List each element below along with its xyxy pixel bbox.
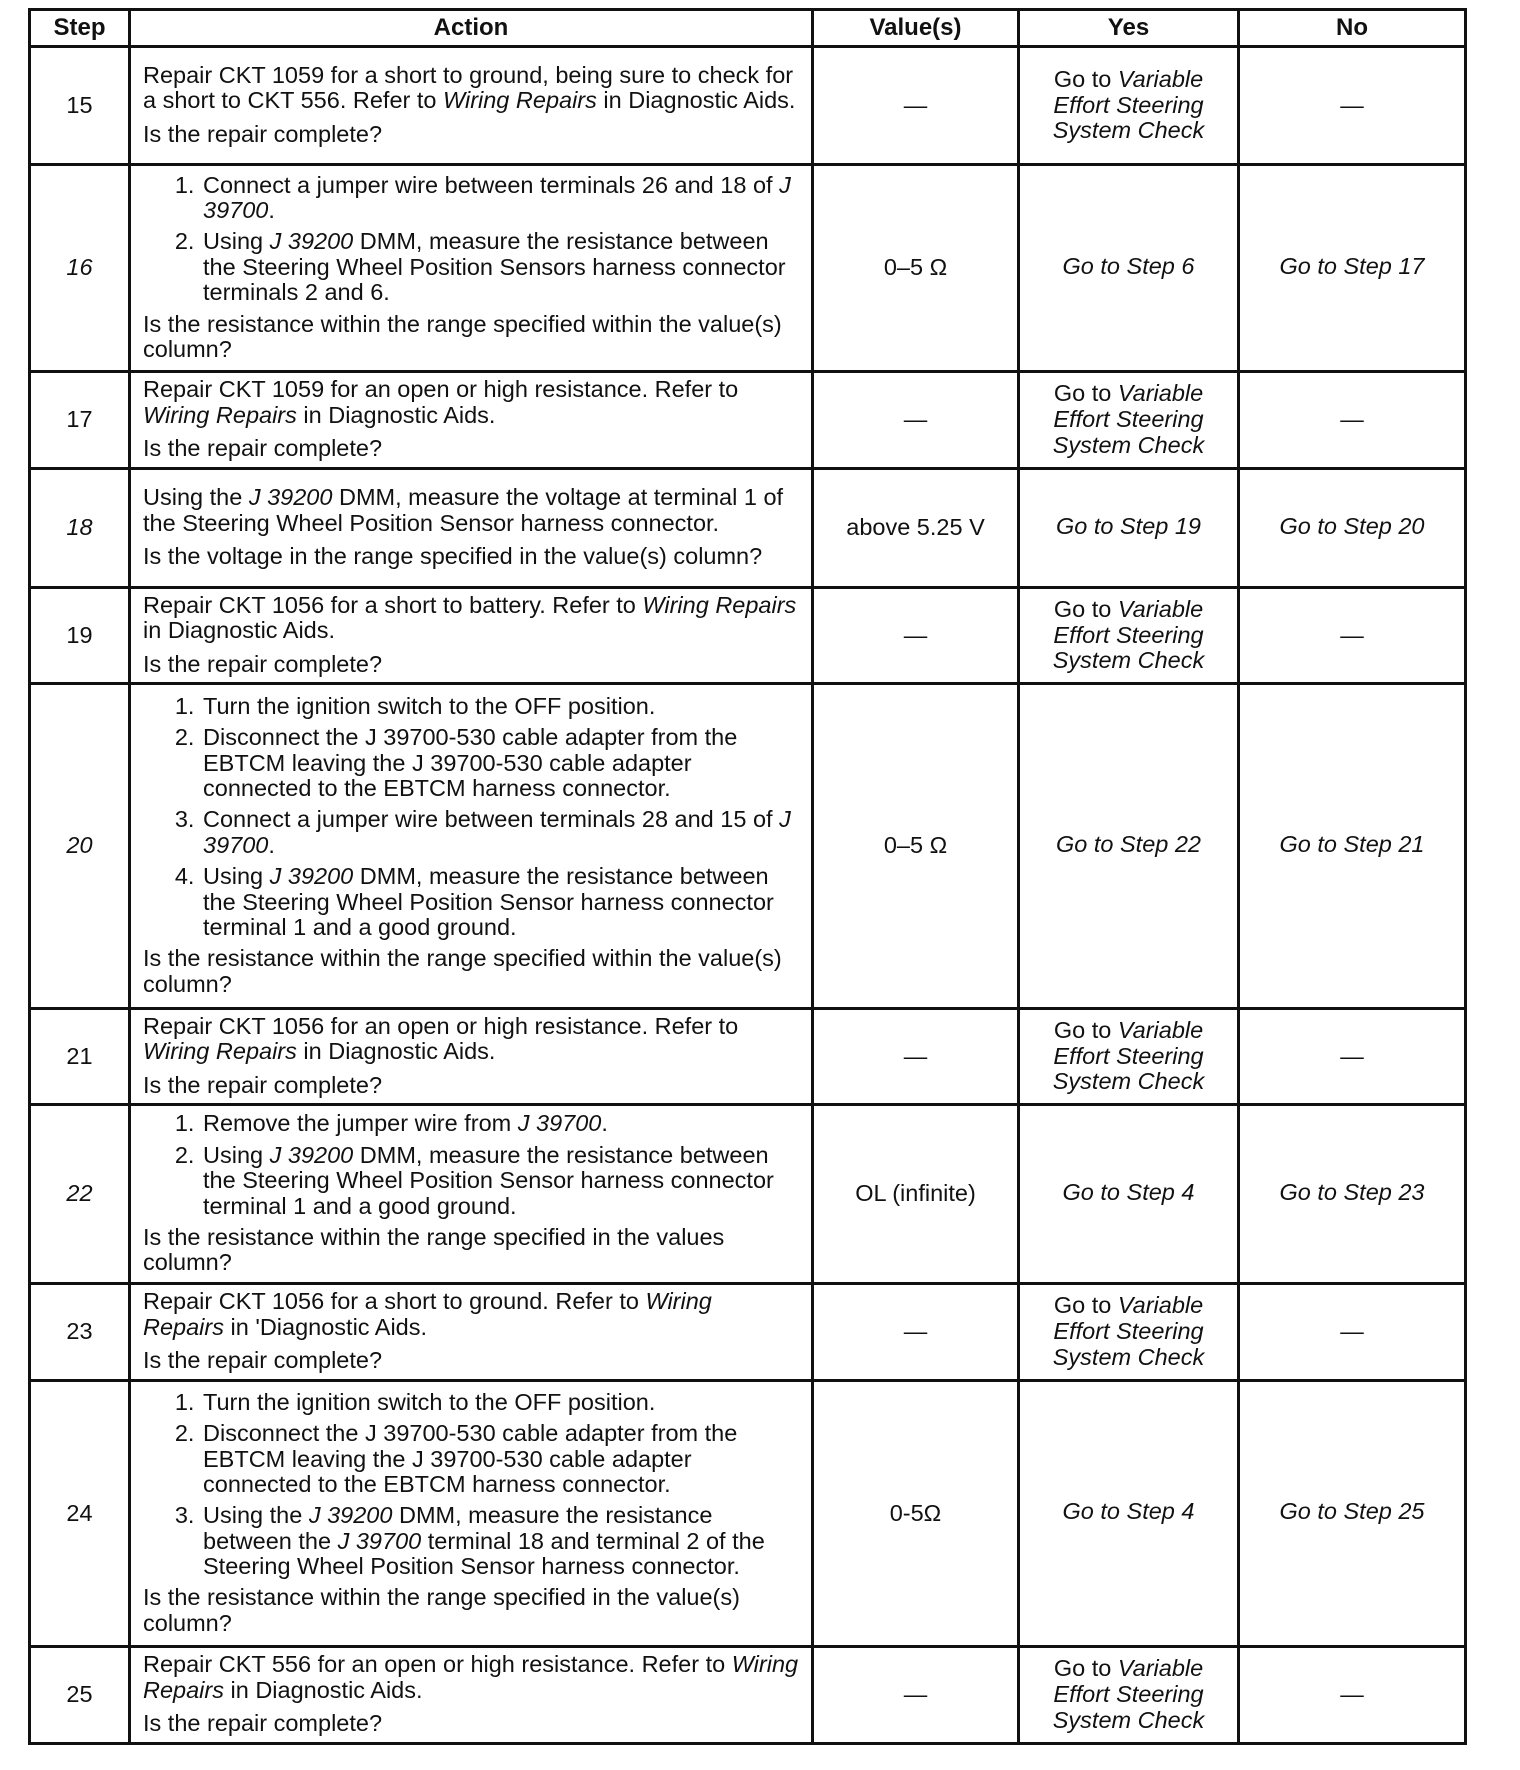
no-cell: — <box>1239 1647 1466 1744</box>
value-cell: 0–5 Ω <box>813 684 1019 1009</box>
action-question: Is the resistance within the range specified in the values column? <box>143 1223 725 1276</box>
action-cell <box>130 1105 813 1284</box>
action-text: Repair CKT 1059 for a short to ground, being sure to check for a short to CKT 556. Refer to Wiring Repairs in Diagnostic Aids. <box>143 61 796 114</box>
table-row <box>30 1284 1466 1381</box>
yes-cell: Go to Step 4 <box>1019 1381 1239 1647</box>
value-cell: — <box>813 1284 1019 1381</box>
action-cell <box>130 1381 813 1647</box>
yes-cell <box>1019 1647 1239 1744</box>
table-row <box>30 1009 1466 1105</box>
action-question: Is the repair complete? <box>143 435 383 462</box>
value-cell: — <box>813 1009 1019 1105</box>
list-item: 1. Remove the jumper wire from J 39700. <box>201 1111 799 1136</box>
action-cell <box>130 1284 813 1381</box>
table-row <box>30 469 1466 588</box>
action-cell <box>130 165 813 372</box>
no-cell: Go to Step 17 <box>1239 165 1466 372</box>
action-list <box>143 1390 799 1580</box>
list-item: 1. Connect a jumper wire between terminals 26 and 18 of J 39700. <box>201 173 799 224</box>
no-cell: — <box>1239 1009 1466 1105</box>
diagnostic-table <box>28 8 1467 1745</box>
goto-vesc: Go to Variable Effort Steering System Check <box>1052 1655 1205 1733</box>
value-cell: — <box>813 47 1019 165</box>
step-number: 25 <box>30 1647 130 1744</box>
goto-vesc: Go to Variable Effort Steering System Check <box>1052 595 1205 674</box>
table-row <box>30 47 1466 165</box>
action-cell <box>130 588 813 684</box>
action-question: Is the resistance within the range specified within the value(s) column? <box>143 310 782 362</box>
action-cell <box>130 1647 813 1744</box>
action-cell <box>130 1009 813 1105</box>
list-item: 3. Using the J 39200 DMM, measure the resistance between the J 39700 terminal 18 and terminal 2 of the Steering Wheel Position Sensor harness connector. <box>201 1503 799 1579</box>
header-action: Action <box>130 10 813 47</box>
list-item: 3. Connect a jumper wire between terminals 28 and 15 of J 39700. <box>201 807 799 858</box>
action-question: Is the voltage in the range specified in the value(s) column? <box>143 543 763 570</box>
step-number: 24 <box>30 1381 130 1647</box>
value-cell: — <box>813 588 1019 684</box>
list-item: 1. Turn the ignition switch to the OFF position. <box>201 1390 799 1415</box>
yes-cell: Go to Step 4 <box>1019 1105 1239 1284</box>
step-number: 21 <box>30 1009 130 1105</box>
action-cell <box>130 469 813 588</box>
step-number: 23 <box>30 1284 130 1381</box>
no-cell: Go to Step 20 <box>1239 469 1466 588</box>
header-values: Value(s) <box>813 10 1019 47</box>
no-cell: — <box>1239 588 1466 684</box>
yes-cell <box>1019 47 1239 165</box>
table-row <box>30 684 1466 1009</box>
no-cell: Go to Step 21 <box>1239 684 1466 1009</box>
action-list <box>143 694 799 940</box>
step-number: 16 <box>30 165 130 372</box>
header-row <box>30 10 1466 47</box>
no-cell: Go to Step 23 <box>1239 1105 1466 1284</box>
table-row <box>30 1381 1466 1647</box>
list-item: 1. Turn the ignition switch to the OFF position. <box>201 694 799 719</box>
yes-cell: Go to Step 6 <box>1019 165 1239 372</box>
no-cell: — <box>1239 47 1466 165</box>
value-cell: — <box>813 1647 1019 1744</box>
goto-vesc: Go to Variable Effort Steering System Check <box>1052 1016 1205 1095</box>
action-cell <box>130 47 813 165</box>
value-cell: — <box>813 372 1019 469</box>
action-cell <box>130 372 813 469</box>
step-number: 22 <box>30 1105 130 1284</box>
action-question: Is the resistance within the range specified in the value(s) column? <box>143 1584 740 1636</box>
action-question: Is the repair complete? <box>143 1347 383 1374</box>
table-row <box>30 1105 1466 1284</box>
action-text: Repair CKT 1056 for a short to battery. Refer to Wiring Repairs in Diagnostic Aids. <box>143 591 797 644</box>
list-item: 2. Using J 39200 DMM, measure the resistance between the Steering Wheel Position Sensor harness connector terminal 1 and a good ground. <box>201 1143 799 1219</box>
step-number: 15 <box>30 47 130 165</box>
yes-cell <box>1019 372 1239 469</box>
action-list <box>143 173 799 306</box>
value-cell: 0–5 Ω <box>813 165 1019 372</box>
list-item: 4. Using J 39200 DMM, measure the resistance between the Steering Wheel Position Sensor harness connector terminal 1 and a good ground. <box>201 864 799 940</box>
step-number: 20 <box>30 684 130 1009</box>
no-cell: — <box>1239 1284 1466 1381</box>
header-step: Step <box>30 10 130 47</box>
action-question: Is the resistance within the range specified within the value(s) column? <box>143 945 782 997</box>
list-item: 2. Disconnect the J 39700-530 cable adapter from the EBTCM leaving the J 39700-530 cable adapter connected to the EBTCM harness connector. <box>201 1421 799 1497</box>
goto-vesc: Go to Variable Effort Steering System Check <box>1052 380 1205 458</box>
action-question: Is the repair complete? <box>143 650 383 677</box>
goto-vesc: Go to Variable Effort Steering System Check <box>1052 65 1205 144</box>
list-item: 2. Using J 39200 DMM, measure the resistance between the Steering Wheel Position Sensors harness connector terminals 2 and 6. <box>201 229 799 305</box>
action-text: Repair CKT 1056 for an open or high resistance. Refer to Wiring Repairs in Diagnostic Aids. <box>143 1012 739 1065</box>
step-number: 17 <box>30 372 130 469</box>
goto-vesc: Go to Variable Effort Steering System Check <box>1052 1292 1205 1370</box>
action-list <box>143 1111 799 1219</box>
value-cell: OL (infinite) <box>813 1105 1019 1284</box>
step-number: 18 <box>30 469 130 588</box>
table-row <box>30 1647 1466 1744</box>
step-number: 19 <box>30 588 130 684</box>
yes-cell <box>1019 1284 1239 1381</box>
value-cell: 0-5Ω <box>813 1381 1019 1647</box>
action-text: Repair CKT 1059 for an open or high resistance. Refer to Wiring Repairs in Diagnostic Aids. <box>143 376 739 428</box>
action-text: Repair CKT 1056 for a short to ground. Refer to Wiring Repairs in 'Diagnostic Aids. <box>143 1288 712 1340</box>
action-question: Is the repair complete? <box>143 1071 383 1098</box>
table-row <box>30 165 1466 372</box>
action-question: Is the repair complete? <box>143 1710 383 1737</box>
action-text: Using the J 39200 DMM, measure the voltage at terminal 1 of the Steering Wheel Position Sensor harness connector. <box>143 484 784 536</box>
value-cell: above 5.25 V <box>813 469 1019 588</box>
header-yes: Yes <box>1019 10 1239 47</box>
yes-cell: Go to Step 22 <box>1019 684 1239 1009</box>
header-no: No <box>1239 10 1466 47</box>
diagnostic-table-page <box>28 8 1464 1745</box>
action-text: Repair CKT 556 for an open or high resistance. Refer to Wiring Repairs in Diagnostic Aids. <box>143 1651 799 1703</box>
yes-cell <box>1019 588 1239 684</box>
yes-cell <box>1019 1009 1239 1105</box>
no-cell: Go to Step 25 <box>1239 1381 1466 1647</box>
action-cell <box>130 684 813 1009</box>
table-row <box>30 372 1466 469</box>
action-question: Is the repair complete? <box>143 120 383 147</box>
no-cell: — <box>1239 372 1466 469</box>
list-item: 2. Disconnect the J 39700-530 cable adapter from the EBTCM leaving the J 39700-530 cable adapter connected to the EBTCM harness connector. <box>201 725 799 801</box>
table-row <box>30 588 1466 684</box>
yes-cell: Go to Step 19 <box>1019 469 1239 588</box>
